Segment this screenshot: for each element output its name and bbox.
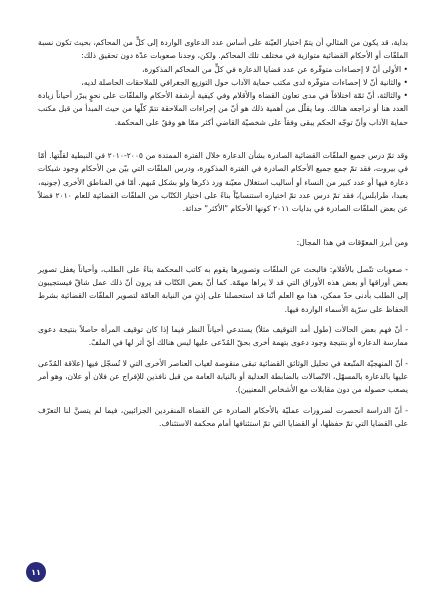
page-number-badge bbox=[26, 562, 46, 582]
spacer bbox=[38, 397, 408, 404]
spacer bbox=[38, 316, 408, 323]
section-title: ومن أبرز المعوّقات في هذا المجال: bbox=[296, 237, 408, 247]
obstacle-item-2: - أنّ فهم بعض الحالات (طول أمد التوقيف مثلاً) يستدعي أحياناً النظر فيما إذا كان توقيف المرأة حاصلاً بنتيجة دعوى ممارسة الدعارة أو بنتيجة وجود دعوى بتهمة أخرى بحقّ المُدّعى عليها ليس هنالك أيّ أثر لها في الملفّ. bbox=[38, 325, 408, 348]
obstacle-item-4: - أنّ الدراسة انحصرت لضرورات عمليّة بالأحكام الصادرة عن القضاة المنفردين الجزائيين، فيما لم يتسنَّ لنا التعرّف على القضايا التي تمّ حفظها، أو القضايا التي تمّ استئنافها أمام محكمة الاستئناف. bbox=[38, 405, 408, 428]
spacer bbox=[38, 129, 408, 149]
obstacle-item-1: - صعوبات تتّصل بالأقلام: فالبحث عن الملفّات وتصويرها يقوم به كاتب المحكمة بناءً على الطلب، وأحياناً يغفل تصوير بعض أوراقها أو بعض هذه الأوراق التي قد لا يراها مهمّة. كما أنّ بعض الكتّاب قد يرون أنّ ذلك عمل شاقّ فيستجيبون إلى الطلب بأدنى حدّ ممكن، هذا مع العلم أنّنا قد استحصلنا على إذنٍ من النيابة العامّة لتصوير الملفّات القضائية بشرط الحفاظ على سرّية الأسماء الواردة فيها. bbox=[38, 264, 408, 314]
page-number: ١١ bbox=[31, 567, 41, 577]
obstacle-item-3: - أنّ المنهجيّة المتّبعة في تحليل الوثائق القضائية تبقى منقوصة لغياب العناصر الأخرى التي لا تُسجّل فيها (علاقة المُدّعى عليها بالدعارة بالمسهّل، الاتّصالات بالضابطة العدلية أو بالنيابة العامة من قبل نافذين للإفراج عن فلان أو علان، وهو أمر يصعب حصوله من دون مقابلات مع الأشخاص المعنيين). bbox=[38, 358, 408, 395]
bullet-second: • والثانية أنّ لا إحصاءات متوفّرة لدى مكتب حماية الآداب حول التوزيع الجغرافي للملاحقات الحاصلة لديه، bbox=[81, 77, 408, 87]
bullet-third: • والثالثة، أنّ ثمّة اختلافاً في مدى تعاون القضاة والأقلام وفي كيفية أرشفة الأحكام والملفّات على نحوٍ يبرّر أحياناً زيادة العدد هنا أو تراجعه هنالك. وما يقلّل من أهمية ذلك هو أنّ من إجراءات الملاحقة تتمّ كلّها من حيث المبدأ من قبل مكتب حماية الآداب وأنّ توجّه الحكم يبقى وفقاً على شخصيّة القاضي أكثر ممّا هو وفقٌ على المحكمة. bbox=[38, 91, 408, 127]
bullet-first: • الأولى أنّ لا إحصاءات متوفّرة عن عدد قضايا الدعارة في كلٍّ من المحاكم المذكورة، bbox=[141, 64, 408, 74]
page-body bbox=[38, 36, 408, 430]
intro-paragraph: بداية، قد يكون من المثالي أن يتمّ اختيار العيّنة على أساس عدد الدعاوى الواردة إلى كلٍّ من المحاكم، بحيث تكون نسبة الملفّات أو الأحكام القضائية متوازية في مختلف تلك المحاكم. ولكن، وجدنا صعوبات عدّة دون تحقيق ذلك: bbox=[38, 38, 408, 61]
spacer bbox=[38, 249, 408, 263]
sample-paragraph: وقد تمّ درس جميع الملفّات القضائية الصادرة بشأن الدعارة خلال الفترة الممتدة من ٢٠٠٥-٢٠١٠ في النبطية لقلّتها. أمّا في بيروت، فقد تمّ جمع جميع الأحكام الصادرة في الفترة المذكورة، ودرس الملفّات التي بيّن من الأحكام وجود شبكات دعارة فيها أو عدد كبير من النساء أو أساليب استغلال معيّنة ورد ذكرها ولو بشكل مُبهم. أمّا في المناطق الأخرى (جونيه، بعبدا، طرابلس)، فقد تمّ درس عدد تمّ اختياره استنسابيّاً بناءً على اختيار الكتّاب من الملفّات القضائية للعام ٢٠١٠ فضلاً عن بعض الملفّات الصادرة في بدايات ٢٠١١ كونها الأحكام "الأكثر" حداثة. bbox=[38, 151, 408, 214]
spacer bbox=[38, 350, 408, 357]
spacer bbox=[38, 216, 408, 236]
